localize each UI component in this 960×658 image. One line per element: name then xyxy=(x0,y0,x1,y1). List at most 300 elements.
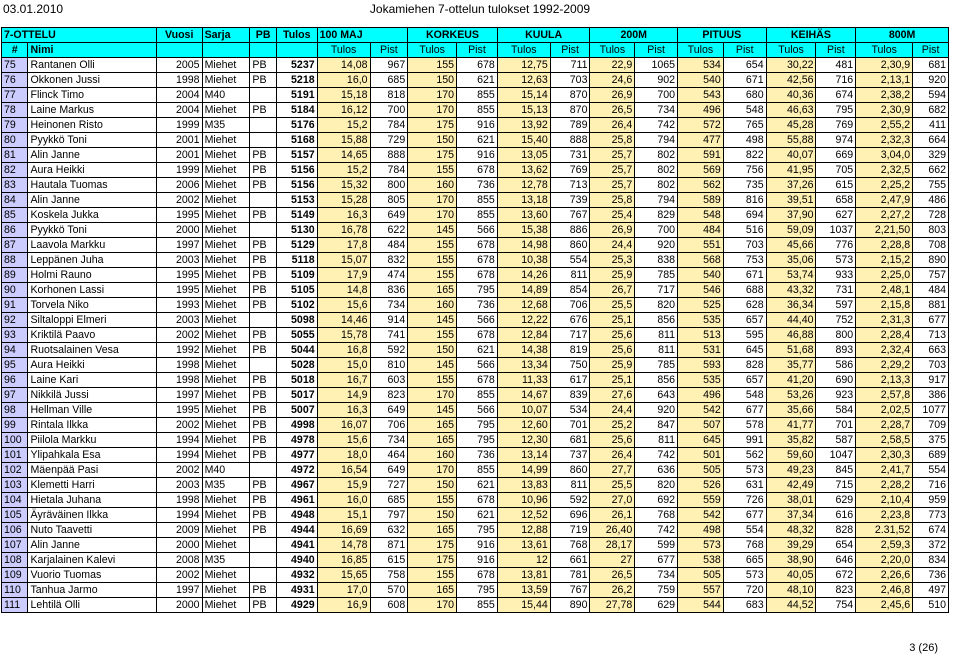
cell-javelin-result: 55,88 xyxy=(766,133,816,148)
cell-hurdles-result: 16,78 xyxy=(317,223,370,238)
cell-long-jump-result: 540 xyxy=(678,73,724,88)
cell-shot-put-points: 811 xyxy=(550,478,590,493)
header-subfield: Pist xyxy=(635,43,678,58)
cell-800m-points: 554 xyxy=(913,463,949,478)
cell-long-jump-points: 683 xyxy=(723,598,766,613)
cell-series: Miehet xyxy=(202,358,250,373)
cell-long-jump-points: 677 xyxy=(723,508,766,523)
cell-800m-result: 2,28,2 xyxy=(856,478,913,493)
cell-javelin-result: 45,28 xyxy=(766,118,816,133)
cell-high-jump-points: 678 xyxy=(457,58,498,73)
cell-pb-mark xyxy=(250,193,276,208)
cell-year: 2009 xyxy=(156,523,202,538)
cell-year: 1997 xyxy=(156,583,202,598)
header-subfield: Pist xyxy=(457,43,498,58)
cell-200m-result: 25,7 xyxy=(590,178,635,193)
cell-hurdles-result: 14,9 xyxy=(317,388,370,403)
cell-800m-points: 890 xyxy=(913,253,949,268)
cell-pb-mark: PB xyxy=(250,493,276,508)
cell-high-jump-result: 150 xyxy=(408,73,457,88)
cell-rank: 78 xyxy=(2,103,28,118)
cell-year: 2001 xyxy=(156,148,202,163)
cell-javelin-result: 38,01 xyxy=(766,493,816,508)
cell-shot-put-points: 534 xyxy=(550,403,590,418)
cell-athlete-name: Korhonen Lassi xyxy=(28,283,156,298)
cell-series: Miehet xyxy=(202,193,250,208)
table-row xyxy=(2,598,949,613)
cell-hurdles-points: 622 xyxy=(370,223,408,238)
cell-javelin-result: 41,20 xyxy=(766,373,816,388)
cell-shot-put-result: 12,30 xyxy=(497,433,550,448)
cell-year: 1992 xyxy=(156,343,202,358)
cell-200m-points: 759 xyxy=(635,583,678,598)
cell-high-jump-points: 855 xyxy=(457,193,498,208)
cell-year: 2002 xyxy=(156,193,202,208)
table-row xyxy=(2,523,949,538)
cell-shot-put-points: 719 xyxy=(550,523,590,538)
header-total: Tulos xyxy=(276,28,317,43)
header-high-jump: KORKEUS xyxy=(408,28,498,43)
cell-long-jump-points: 816 xyxy=(723,193,766,208)
cell-800m-points: 372 xyxy=(913,538,949,553)
cell-pb-mark: PB xyxy=(250,598,276,613)
cell-800m-result: 2,59,3 xyxy=(856,538,913,553)
cell-hurdles-points: 632 xyxy=(370,523,408,538)
cell-200m-points: 794 xyxy=(635,193,678,208)
cell-hurdles-result: 16,3 xyxy=(317,208,370,223)
cell-javelin-result: 46,88 xyxy=(766,328,816,343)
cell-200m-points: 920 xyxy=(635,238,678,253)
cell-high-jump-result: 170 xyxy=(408,463,457,478)
cell-hurdles-result: 15,78 xyxy=(317,328,370,343)
header-shot-put: KUULA xyxy=(497,28,590,43)
cell-total-score: 4961 xyxy=(276,493,317,508)
cell-high-jump-result: 170 xyxy=(408,598,457,613)
cell-shot-put-points: 661 xyxy=(550,553,590,568)
table-row xyxy=(2,418,949,433)
cell-hurdles-result: 15,28 xyxy=(317,193,370,208)
cell-hurdles-points: 700 xyxy=(370,103,408,118)
cell-shot-put-result: 12,84 xyxy=(497,328,550,343)
cell-hurdles-result: 17,8 xyxy=(317,238,370,253)
cell-200m-result: 25,5 xyxy=(590,298,635,313)
cell-high-jump-points: 621 xyxy=(457,73,498,88)
cell-series: Miehet xyxy=(202,163,250,178)
cell-rank: 111 xyxy=(2,598,28,613)
cell-long-jump-result: 589 xyxy=(678,193,724,208)
cell-200m-result: 27,0 xyxy=(590,493,635,508)
cell-high-jump-points: 855 xyxy=(457,103,498,118)
cell-athlete-name: Hellman Ville xyxy=(28,403,156,418)
cell-hurdles-points: 474 xyxy=(370,268,408,283)
cell-long-jump-points: 516 xyxy=(723,223,766,238)
table-row xyxy=(2,373,949,388)
cell-javelin-points: 1047 xyxy=(816,448,856,463)
table-row xyxy=(2,313,949,328)
cell-high-jump-points: 736 xyxy=(457,178,498,193)
cell-javelin-result: 37,90 xyxy=(766,208,816,223)
cell-javelin-result: 44,40 xyxy=(766,313,816,328)
cell-high-jump-points: 678 xyxy=(457,373,498,388)
cell-800m-result: 2,32,5 xyxy=(856,163,913,178)
cell-long-jump-result: 526 xyxy=(678,478,724,493)
cell-high-jump-result: 145 xyxy=(408,223,457,238)
cell-hurdles-result: 15,18 xyxy=(317,88,370,103)
cell-total-score: 4978 xyxy=(276,433,317,448)
cell-200m-result: 26,5 xyxy=(590,103,635,118)
cell-high-jump-points: 916 xyxy=(457,118,498,133)
cell-year: 2002 xyxy=(156,328,202,343)
cell-long-jump-result: 534 xyxy=(678,58,724,73)
cell-200m-result: 25,9 xyxy=(590,358,635,373)
cell-shot-put-result: 12 xyxy=(497,553,550,568)
cell-total-score: 5156 xyxy=(276,163,317,178)
cell-high-jump-result: 170 xyxy=(408,103,457,118)
cell-shot-put-result: 13,92 xyxy=(497,118,550,133)
header-row-events xyxy=(2,28,949,43)
cell-800m-points: 716 xyxy=(913,478,949,493)
cell-javelin-points: 715 xyxy=(816,478,856,493)
cell-athlete-name: Äyräväinen Ilkka xyxy=(28,508,156,523)
cell-year: 1999 xyxy=(156,118,202,133)
cell-200m-points: 811 xyxy=(635,328,678,343)
cell-high-jump-result: 170 xyxy=(408,388,457,403)
cell-javelin-points: 893 xyxy=(816,343,856,358)
cell-total-score: 5028 xyxy=(276,358,317,373)
cell-200m-points: 802 xyxy=(635,148,678,163)
cell-javelin-points: 586 xyxy=(816,358,856,373)
cell-long-jump-result: 573 xyxy=(678,538,724,553)
cell-hurdles-points: 649 xyxy=(370,403,408,418)
cell-year: 1998 xyxy=(156,373,202,388)
cell-athlete-name: Ruotsalainen Vesa xyxy=(28,343,156,358)
cell-pb-mark: PB xyxy=(250,148,276,163)
cell-800m-points: 510 xyxy=(913,598,949,613)
cell-shot-put-points: 886 xyxy=(550,223,590,238)
cell-pb-mark: PB xyxy=(250,523,276,538)
cell-high-jump-points: 916 xyxy=(457,553,498,568)
cell-800m-points: 375 xyxy=(913,433,949,448)
cell-athlete-name: Heinonen Risto xyxy=(28,118,156,133)
cell-javelin-result: 45,66 xyxy=(766,238,816,253)
cell-series: Miehet xyxy=(202,328,250,343)
cell-javelin-result: 59,09 xyxy=(766,223,816,238)
cell-athlete-name: Kriktilä Paavo xyxy=(28,328,156,343)
cell-athlete-name: Alin Janne xyxy=(28,538,156,553)
cell-long-jump-points: 680 xyxy=(723,88,766,103)
cell-year: 1998 xyxy=(156,493,202,508)
cell-shot-put-result: 13,61 xyxy=(497,538,550,553)
cell-shot-put-result: 13,81 xyxy=(497,568,550,583)
cell-800m-points: 594 xyxy=(913,88,949,103)
cell-athlete-name: Piilola Markku xyxy=(28,433,156,448)
cell-long-jump-points: 765 xyxy=(723,118,766,133)
cell-high-jump-points: 678 xyxy=(457,328,498,343)
cell-200m-points: 717 xyxy=(635,283,678,298)
cell-shot-put-result: 13,34 xyxy=(497,358,550,373)
header-row-fields xyxy=(2,43,949,58)
cell-javelin-points: 800 xyxy=(816,328,856,343)
page-number: 3 (26) xyxy=(909,642,938,654)
cell-rank: 100 xyxy=(2,433,28,448)
cell-long-jump-points: 554 xyxy=(723,523,766,538)
cell-rank: 107 xyxy=(2,538,28,553)
cell-series: Miehet xyxy=(202,508,250,523)
cell-shot-put-points: 713 xyxy=(550,178,590,193)
cell-high-jump-points: 678 xyxy=(457,568,498,583)
cell-athlete-name: Flinck Timo xyxy=(28,88,156,103)
cell-hurdles-points: 685 xyxy=(370,493,408,508)
cell-800m-points: 713 xyxy=(913,328,949,343)
cell-shot-put-result: 15,40 xyxy=(497,133,550,148)
cell-shot-put-result: 12,60 xyxy=(497,418,550,433)
cell-series: Miehet xyxy=(202,238,250,253)
cell-rank: 96 xyxy=(2,373,28,388)
cell-800m-result: 2,15,2 xyxy=(856,253,913,268)
cell-high-jump-points: 678 xyxy=(457,268,498,283)
cell-hurdles-points: 836 xyxy=(370,283,408,298)
cell-high-jump-points: 795 xyxy=(457,523,498,538)
cell-high-jump-result: 155 xyxy=(408,568,457,583)
cell-high-jump-result: 165 xyxy=(408,418,457,433)
cell-javelin-result: 41,95 xyxy=(766,163,816,178)
cell-800m-points: 497 xyxy=(913,583,949,598)
cell-high-jump-points: 736 xyxy=(457,298,498,313)
cell-shot-put-points: 701 xyxy=(550,418,590,433)
cell-high-jump-result: 170 xyxy=(408,88,457,103)
cell-rank: 106 xyxy=(2,523,28,538)
cell-200m-result: 26,40 xyxy=(590,523,635,538)
cell-total-score: 5218 xyxy=(276,73,317,88)
cell-hurdles-result: 15,1 xyxy=(317,508,370,523)
cell-800m-result: 2,13,1 xyxy=(856,73,913,88)
cell-hurdles-result: 16,9 xyxy=(317,598,370,613)
cell-rank: 80 xyxy=(2,133,28,148)
cell-hurdles-points: 888 xyxy=(370,148,408,163)
cell-rank: 75 xyxy=(2,58,28,73)
cell-200m-result: 25,1 xyxy=(590,373,635,388)
cell-series: Miehet xyxy=(202,148,250,163)
cell-rank: 108 xyxy=(2,553,28,568)
cell-rank: 82 xyxy=(2,163,28,178)
cell-800m-points: 663 xyxy=(913,343,949,358)
cell-high-jump-points: 855 xyxy=(457,598,498,613)
cell-high-jump-result: 175 xyxy=(408,538,457,553)
cell-hurdles-points: 464 xyxy=(370,448,408,463)
table-row xyxy=(2,343,949,358)
cell-800m-result: 2,25,0 xyxy=(856,268,913,283)
header-subfield: Pist xyxy=(913,43,949,58)
cell-hurdles-points: 734 xyxy=(370,298,408,313)
cell-long-jump-result: 551 xyxy=(678,238,724,253)
cell-athlete-name: Hautala Tuomas xyxy=(28,178,156,193)
cell-year: 1994 xyxy=(156,508,202,523)
cell-shot-put-result: 13,83 xyxy=(497,478,550,493)
cell-athlete-name: Alin Janne xyxy=(28,148,156,163)
cell-total-score: 5055 xyxy=(276,328,317,343)
cell-200m-points: 700 xyxy=(635,223,678,238)
cell-long-jump-result: 562 xyxy=(678,178,724,193)
cell-hurdles-result: 17,9 xyxy=(317,268,370,283)
cell-200m-points: 920 xyxy=(635,403,678,418)
cell-high-jump-result: 160 xyxy=(408,298,457,313)
header-subfield: Pist xyxy=(370,43,408,58)
cell-athlete-name: Ylipahkala Esa xyxy=(28,448,156,463)
cell-series: Miehet xyxy=(202,253,250,268)
cell-800m-points: 486 xyxy=(913,193,949,208)
cell-200m-points: 811 xyxy=(635,433,678,448)
results-table xyxy=(1,27,949,613)
cell-year: 1995 xyxy=(156,403,202,418)
cell-long-jump-points: 671 xyxy=(723,73,766,88)
cell-long-jump-result: 542 xyxy=(678,508,724,523)
cell-long-jump-result: 557 xyxy=(678,583,724,598)
cell-high-jump-result: 155 xyxy=(408,373,457,388)
cell-hurdles-points: 608 xyxy=(370,598,408,613)
cell-series: Miehet xyxy=(202,433,250,448)
cell-hurdles-points: 603 xyxy=(370,373,408,388)
cell-pb-mark: PB xyxy=(250,388,276,403)
cell-200m-result: 26,4 xyxy=(590,118,635,133)
cell-shot-put-result: 13,18 xyxy=(497,193,550,208)
cell-series: Miehet xyxy=(202,583,250,598)
cell-javelin-points: 573 xyxy=(816,253,856,268)
cell-long-jump-points: 671 xyxy=(723,268,766,283)
cell-hurdles-points: 784 xyxy=(370,118,408,133)
cell-200m-points: 700 xyxy=(635,88,678,103)
cell-200m-points: 636 xyxy=(635,463,678,478)
cell-long-jump-points: 756 xyxy=(723,163,766,178)
cell-hurdles-result: 15,2 xyxy=(317,118,370,133)
cell-800m-result: 2,31,3 xyxy=(856,313,913,328)
cell-long-jump-points: 677 xyxy=(723,403,766,418)
cell-rank: 104 xyxy=(2,493,28,508)
cell-200m-result: 24,4 xyxy=(590,238,635,253)
header-subfield: Tulos xyxy=(317,43,370,58)
cell-athlete-name: Laine Markus xyxy=(28,103,156,118)
cell-year: 1995 xyxy=(156,208,202,223)
cell-shot-put-result: 14,67 xyxy=(497,388,550,403)
cell-hurdles-points: 741 xyxy=(370,328,408,343)
cell-high-jump-result: 155 xyxy=(408,58,457,73)
cell-total-score: 5098 xyxy=(276,313,317,328)
cell-200m-points: 847 xyxy=(635,418,678,433)
cell-long-jump-points: 753 xyxy=(723,253,766,268)
cell-javelin-points: 672 xyxy=(816,568,856,583)
cell-long-jump-points: 498 xyxy=(723,133,766,148)
cell-long-jump-result: 538 xyxy=(678,553,724,568)
cell-athlete-name: Tanhua Jarmo xyxy=(28,583,156,598)
cell-high-jump-points: 678 xyxy=(457,238,498,253)
cell-shot-put-points: 739 xyxy=(550,193,590,208)
cell-800m-points: 834 xyxy=(913,553,949,568)
cell-javelin-points: 776 xyxy=(816,238,856,253)
cell-athlete-name: Leppänen Juha xyxy=(28,253,156,268)
cell-800m-points: 689 xyxy=(913,448,949,463)
cell-year: 2002 xyxy=(156,463,202,478)
cell-hurdles-result: 14,78 xyxy=(317,538,370,553)
cell-hurdles-result: 16,7 xyxy=(317,373,370,388)
cell-hurdles-points: 615 xyxy=(370,553,408,568)
cell-high-jump-result: 145 xyxy=(408,403,457,418)
cell-200m-points: 629 xyxy=(635,598,678,613)
cell-high-jump-points: 678 xyxy=(457,253,498,268)
cell-800m-result: 2,58,5 xyxy=(856,433,913,448)
cell-800m-result: 2,20,0 xyxy=(856,553,913,568)
cell-shot-put-points: 681 xyxy=(550,433,590,448)
cell-long-jump-points: 735 xyxy=(723,178,766,193)
header-subfield: Pist xyxy=(550,43,590,58)
header-subfield: Tulos xyxy=(497,43,550,58)
cell-athlete-name: Alin Janne xyxy=(28,193,156,208)
cell-long-jump-result: 477 xyxy=(678,133,724,148)
cell-series: Miehet xyxy=(202,298,250,313)
cell-year: 2001 xyxy=(156,133,202,148)
cell-hurdles-result: 15,6 xyxy=(317,298,370,313)
cell-800m-result: 2,57,8 xyxy=(856,388,913,403)
cell-javelin-points: 754 xyxy=(816,598,856,613)
table-row xyxy=(2,253,949,268)
cell-javelin-result: 40,05 xyxy=(766,568,816,583)
cell-rank: 77 xyxy=(2,88,28,103)
cell-javelin-points: 654 xyxy=(816,538,856,553)
cell-year: 1994 xyxy=(156,448,202,463)
cell-hurdles-points: 484 xyxy=(370,238,408,253)
cell-total-score: 5191 xyxy=(276,88,317,103)
cell-800m-points: 881 xyxy=(913,298,949,313)
cell-800m-points: 920 xyxy=(913,73,949,88)
cell-series: Miehet xyxy=(202,388,250,403)
table-row xyxy=(2,208,949,223)
cell-200m-points: 856 xyxy=(635,313,678,328)
cell-200m-points: 742 xyxy=(635,523,678,538)
cell-long-jump-result: 535 xyxy=(678,313,724,328)
cell-pb-mark: PB xyxy=(250,448,276,463)
cell-200m-result: 22,9 xyxy=(590,58,635,73)
cell-javelin-points: 752 xyxy=(816,313,856,328)
cell-rank: 102 xyxy=(2,463,28,478)
cell-high-jump-points: 621 xyxy=(457,508,498,523)
cell-javelin-points: 933 xyxy=(816,268,856,283)
cell-long-jump-points: 573 xyxy=(723,568,766,583)
cell-high-jump-points: 566 xyxy=(457,403,498,418)
cell-high-jump-points: 795 xyxy=(457,283,498,298)
cell-javelin-points: 615 xyxy=(816,178,856,193)
cell-200m-result: 28,17 xyxy=(590,538,635,553)
cell-800m-result: 2,02,5 xyxy=(856,403,913,418)
cell-800m-result: 2,30,3 xyxy=(856,448,913,463)
cell-javelin-result: 39,51 xyxy=(766,193,816,208)
cell-javelin-result: 53,74 xyxy=(766,268,816,283)
cell-series: Miehet xyxy=(202,538,250,553)
cell-200m-result: 26,2 xyxy=(590,583,635,598)
cell-shot-put-result: 12,22 xyxy=(497,313,550,328)
cell-rank: 105 xyxy=(2,508,28,523)
cell-javelin-result: 42,49 xyxy=(766,478,816,493)
cell-hurdles-result: 14,8 xyxy=(317,283,370,298)
cell-800m-result: 2,28,7 xyxy=(856,418,913,433)
cell-year: 2002 xyxy=(156,418,202,433)
cell-total-score: 5007 xyxy=(276,403,317,418)
cell-800m-result: 2,13,3 xyxy=(856,373,913,388)
cell-javelin-result: 40,07 xyxy=(766,148,816,163)
cell-long-jump-points: 548 xyxy=(723,103,766,118)
cell-hurdles-points: 706 xyxy=(370,418,408,433)
header-subfield: Pist xyxy=(723,43,766,58)
cell-javelin-result: 37,34 xyxy=(766,508,816,523)
table-row xyxy=(2,268,949,283)
cell-pb-mark xyxy=(250,313,276,328)
